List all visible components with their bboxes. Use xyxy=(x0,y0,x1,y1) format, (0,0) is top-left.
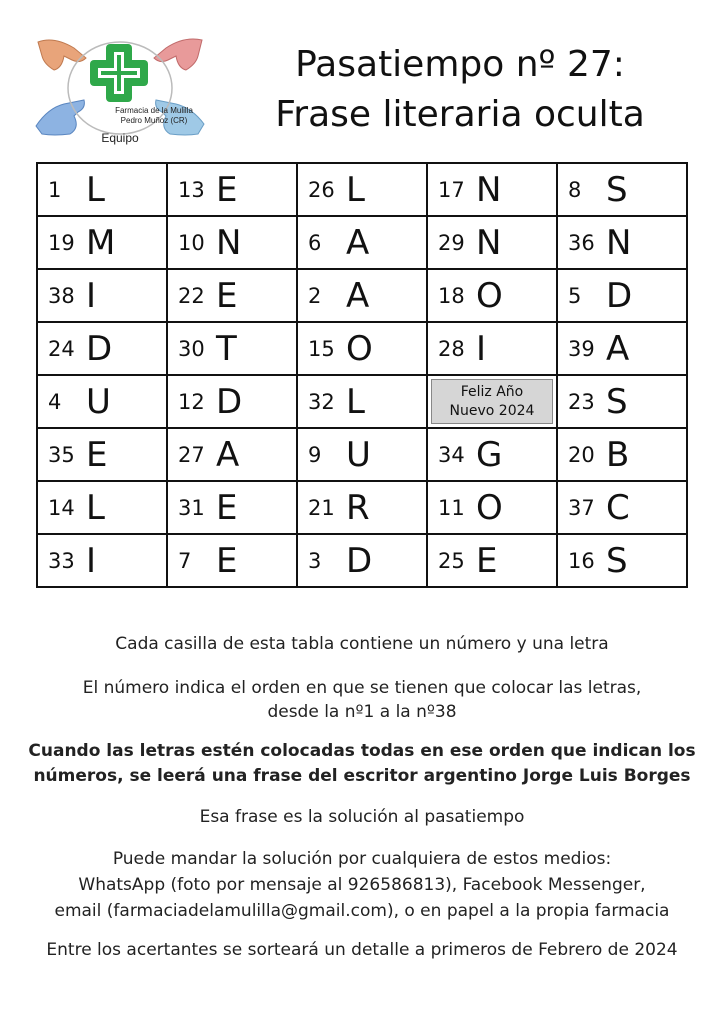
greeting-cell xyxy=(428,376,558,429)
logo-name: Farmacia de la Mulilla xyxy=(115,106,193,115)
cell-letter: A xyxy=(606,328,630,369)
cell-letter: S xyxy=(606,540,628,581)
instruction-5b: WhatsApp (foto por mensaje al 926586813), Facebook Messenger, xyxy=(78,875,646,895)
hand-top-right-icon xyxy=(154,39,202,70)
cell-letter: E xyxy=(216,487,238,528)
hand-bottom-left-icon xyxy=(36,100,84,135)
instruction-5c: email (farmaciadelamulilla@gmail.com), o en papel a la propia farmacia xyxy=(54,901,670,921)
cell-letter: C xyxy=(606,487,630,528)
grid-cell xyxy=(38,535,168,588)
cell-number: 14 xyxy=(48,495,75,520)
cell-letter: L xyxy=(346,169,365,210)
grid-cell xyxy=(298,270,428,323)
hand-top-left-icon xyxy=(38,40,86,70)
cell-number: 12 xyxy=(178,389,205,414)
cell-letter: D xyxy=(346,540,373,581)
cell-letter: E xyxy=(216,540,238,581)
cell-letter: S xyxy=(606,381,628,422)
cell-number: 20 xyxy=(568,442,595,467)
greeting-box xyxy=(431,379,553,424)
cell-number: 11 xyxy=(438,495,465,520)
grid-cell xyxy=(38,217,168,270)
cell-number: 8 xyxy=(568,177,582,202)
cell-letter: T xyxy=(216,328,237,369)
grid-cell xyxy=(38,164,168,217)
cell-letter: L xyxy=(86,169,105,210)
grid-cell xyxy=(298,323,428,376)
grid-cell xyxy=(38,429,168,482)
cell-number: 36 xyxy=(568,230,595,255)
cell-number: 6 xyxy=(308,230,322,255)
grid-cell xyxy=(298,429,428,482)
grid-cell xyxy=(168,429,298,482)
logo-location: Pedro Muñoz (CR) xyxy=(120,116,188,125)
grid-cell xyxy=(558,376,688,429)
grid-cell xyxy=(298,217,428,270)
cell-number: 16 xyxy=(568,548,595,573)
grid-cell xyxy=(558,535,688,588)
grid-cell xyxy=(428,217,558,270)
cell-number: 9 xyxy=(308,442,322,467)
cell-letter: A xyxy=(216,434,240,475)
cell-number: 1 xyxy=(48,177,62,202)
cell-number: 31 xyxy=(178,495,205,520)
green-cross-icon xyxy=(90,44,148,102)
cell-number: 18 xyxy=(438,283,465,308)
instruction-1: Cada casilla de esta tabla contiene un número y una letra xyxy=(115,634,609,654)
grid-cell xyxy=(298,164,428,217)
cell-number: 15 xyxy=(308,336,335,361)
cell-letter: E xyxy=(86,434,108,475)
grid-cell xyxy=(168,323,298,376)
cell-number: 29 xyxy=(438,230,465,255)
cell-number: 33 xyxy=(48,548,75,573)
cell-number: 37 xyxy=(568,495,595,520)
cell-number: 2 xyxy=(308,283,322,308)
cell-letter: D xyxy=(606,275,633,316)
instruction-6: Entre los acertantes se sorteará un detalle a primeros de Febrero de 2024 xyxy=(46,940,678,960)
cell-number: 35 xyxy=(48,442,75,467)
cell-letter: N xyxy=(606,222,632,263)
grid-cell xyxy=(428,482,558,535)
cell-letter: L xyxy=(86,487,105,528)
grid-cell xyxy=(428,270,558,323)
greeting-line-1: Feliz Año xyxy=(460,383,524,400)
page-title xyxy=(240,40,680,140)
grid-cell xyxy=(428,429,558,482)
cell-number: 13 xyxy=(178,177,205,202)
cell-letter: D xyxy=(216,381,243,422)
grid-cell xyxy=(38,270,168,323)
cell-number: 30 xyxy=(178,336,205,361)
cell-letter: I xyxy=(86,275,97,316)
cell-number: 10 xyxy=(178,230,205,255)
cell-letter: A xyxy=(346,275,370,316)
grid-cell xyxy=(38,482,168,535)
grid-cell xyxy=(168,217,298,270)
cell-number: 38 xyxy=(48,283,75,308)
cell-number: 34 xyxy=(438,442,465,467)
grid-cell xyxy=(558,323,688,376)
grid-cell xyxy=(298,482,428,535)
grid-cell xyxy=(558,164,688,217)
cell-letter: S xyxy=(606,169,628,210)
grid-cell xyxy=(168,164,298,217)
cell-number: 3 xyxy=(308,548,322,573)
grid-cell xyxy=(168,376,298,429)
cell-number: 24 xyxy=(48,336,75,361)
cell-letter: N xyxy=(216,222,242,263)
cell-number: 21 xyxy=(308,495,335,520)
cell-letter: M xyxy=(86,222,116,263)
instruction-2b: desde la nº1 a la nº38 xyxy=(267,702,457,722)
grid-cell xyxy=(558,429,688,482)
cell-letter: D xyxy=(86,328,113,369)
title-line-2: Frase literaria oculta xyxy=(275,94,645,135)
cell-number: 39 xyxy=(568,336,595,361)
cell-letter: G xyxy=(476,434,503,475)
cell-letter: U xyxy=(86,381,111,422)
cell-number: 26 xyxy=(308,177,335,202)
cell-number: 27 xyxy=(178,442,205,467)
cell-number: 17 xyxy=(438,177,465,202)
greeting-line-2: Nuevo 2024 xyxy=(449,402,535,419)
cell-letter: N xyxy=(476,169,502,210)
instruction-5a: Puede mandar la solución por cualquiera de estos medios: xyxy=(112,849,612,869)
cell-letter: E xyxy=(216,169,238,210)
grid-cell xyxy=(298,376,428,429)
cell-letter: N xyxy=(476,222,502,263)
cell-letter: O xyxy=(476,487,503,528)
grid-cell xyxy=(558,482,688,535)
cell-letter: L xyxy=(346,381,365,422)
cell-letter: E xyxy=(476,540,498,581)
cell-number: 22 xyxy=(178,283,205,308)
cell-number: 23 xyxy=(568,389,595,414)
cell-number: 4 xyxy=(48,389,62,414)
instruction-3a: Cuando las letras estén colocadas todas en ese orden que indican los xyxy=(28,741,696,761)
cell-letter: B xyxy=(606,434,630,475)
cell-number: 28 xyxy=(438,336,465,361)
logo-team-label: Equipo xyxy=(101,131,139,145)
instruction-4: Esa frase es la solución al pasatiempo xyxy=(199,807,525,827)
cell-letter: A xyxy=(346,222,370,263)
cell-number: 32 xyxy=(308,389,335,414)
grid-cell xyxy=(428,164,558,217)
grid-cell xyxy=(38,323,168,376)
instruction-3b: números, se leerá una frase del escritor argentino Jorge Luis Borges xyxy=(33,766,691,786)
grid-cell xyxy=(168,270,298,323)
grid-cell xyxy=(558,270,688,323)
cell-letter: I xyxy=(86,540,97,581)
grid-cell xyxy=(168,535,298,588)
cell-number: 5 xyxy=(568,283,582,308)
grid-cell xyxy=(428,535,558,588)
cell-letter: R xyxy=(346,487,370,528)
cell-letter: O xyxy=(476,275,503,316)
cell-number: 25 xyxy=(438,548,465,573)
instruction-2a: El número indica el orden en que se tienen que colocar las letras, xyxy=(82,678,642,698)
cell-letter: U xyxy=(346,434,371,475)
grid-cell xyxy=(298,535,428,588)
title-line-1: Pasatiempo nº 27: xyxy=(295,44,625,85)
cell-letter: E xyxy=(216,275,238,316)
cell-number: 19 xyxy=(48,230,75,255)
grid-cell xyxy=(168,482,298,535)
cell-letter: I xyxy=(476,328,487,369)
grid-cell xyxy=(558,217,688,270)
puzzle-grid xyxy=(36,162,688,588)
grid-cell xyxy=(38,376,168,429)
cell-letter: O xyxy=(346,328,373,369)
cell-number: 7 xyxy=(178,548,192,573)
grid-cell xyxy=(428,323,558,376)
